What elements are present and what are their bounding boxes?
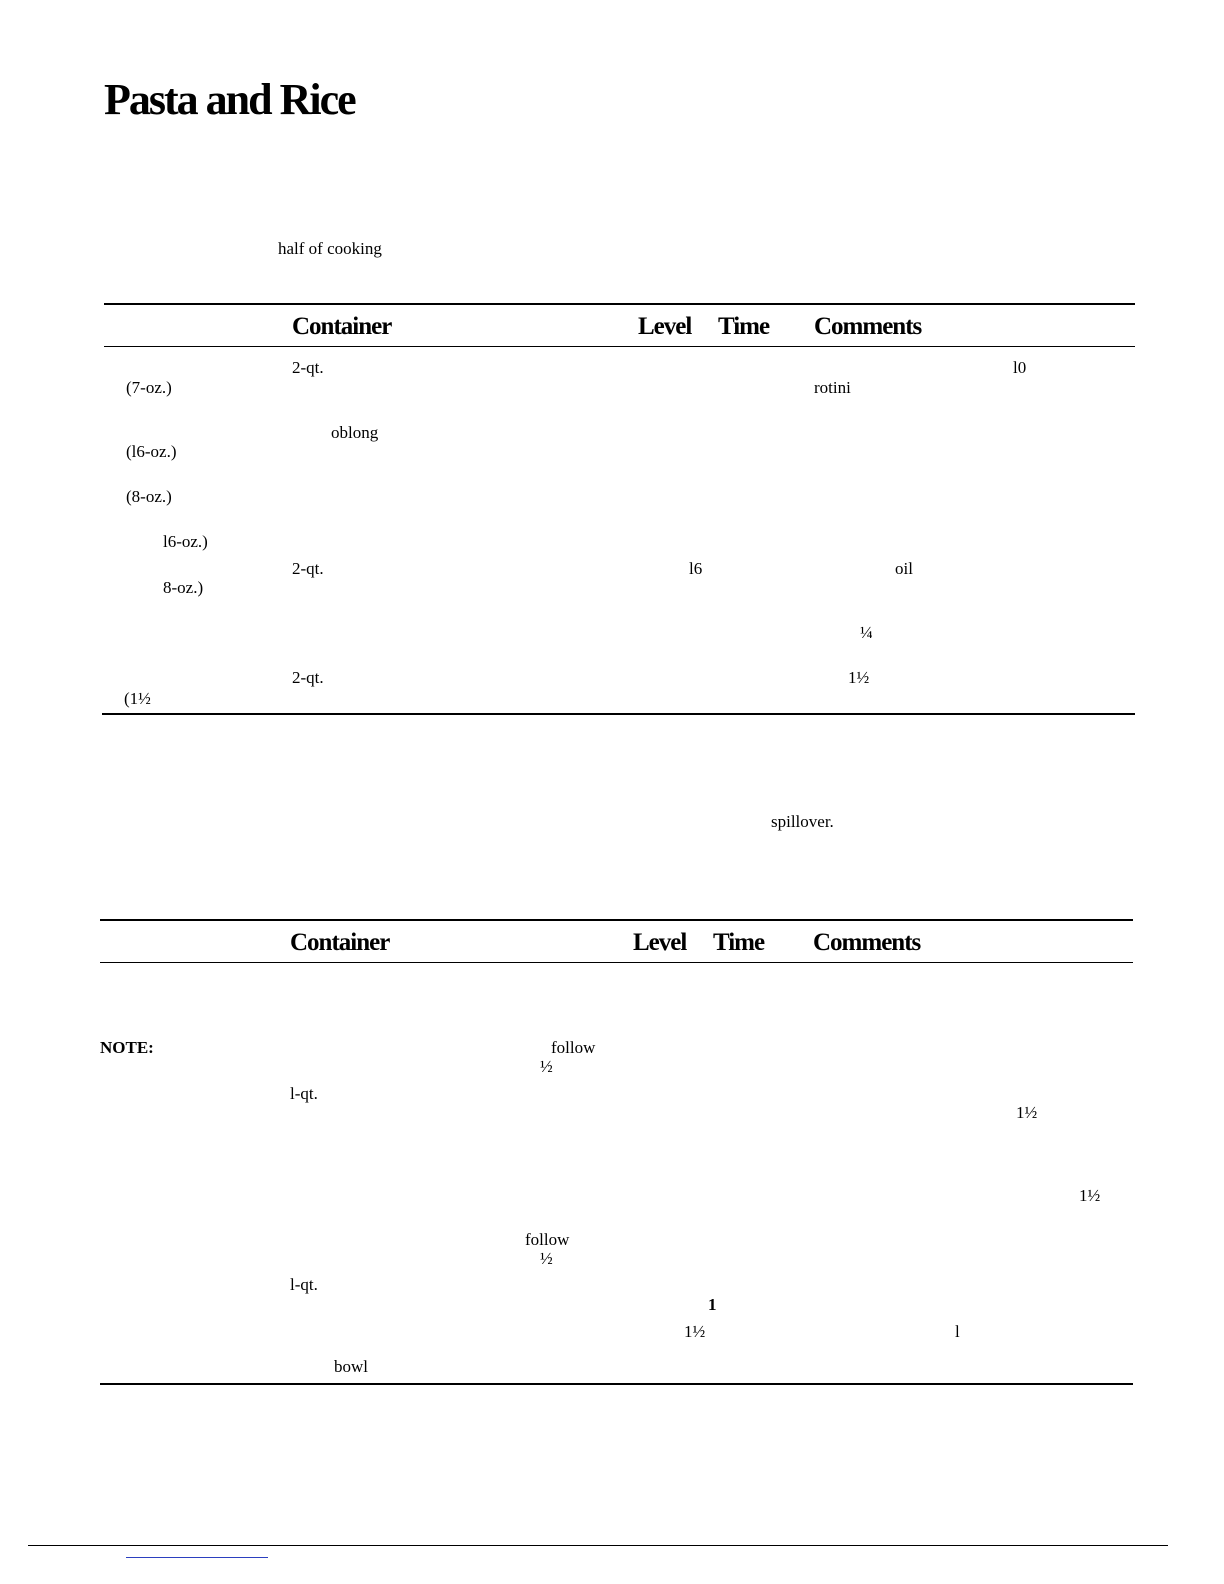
table2-cell: l-qt. [290, 1275, 318, 1294]
table2-cell: follow [525, 1230, 570, 1249]
table1-cell: 2-qt. [292, 559, 324, 578]
footer-rule [28, 1545, 1168, 1546]
page-title: Pasta and Rice [104, 75, 355, 124]
table1-header-comments: Comments [814, 313, 922, 340]
table1-header-container: Container [292, 313, 392, 340]
table1-top-rule [104, 303, 1135, 305]
table2-cell: follow [551, 1038, 596, 1057]
table1-cell: 1½ [848, 668, 870, 687]
table2-cell: bowl [334, 1357, 368, 1376]
table1-cell: (7-oz.) [126, 378, 172, 397]
table2-header-container: Container [290, 929, 390, 956]
table2-cell: 1½ [1079, 1186, 1101, 1205]
table2-cell: ½ [540, 1249, 553, 1268]
table1-cell: (1½ [124, 689, 151, 708]
table1-cell: ¼ [860, 623, 873, 642]
footer-link-underline[interactable] [126, 1557, 268, 1558]
table2-cell: l-qt. [290, 1084, 318, 1103]
table1-cell: 8-oz.) [163, 578, 204, 597]
table1-cell: 2-qt. [292, 668, 324, 687]
table2-cell: 1 [708, 1295, 717, 1314]
table2-header-level: Level [633, 929, 687, 956]
table1-cell: l0 [1013, 358, 1027, 377]
table2-bottom-rule [100, 1383, 1133, 1385]
table1-bottom-rule [102, 713, 1135, 715]
table1-cell: 2-qt. [292, 358, 324, 377]
table2-header-rule [100, 962, 1133, 963]
table1-header-time: Time [718, 313, 770, 340]
table1-cell: oil [895, 559, 913, 578]
table1-cell: (l6-oz.) [126, 442, 177, 461]
table2-cell: ½ [540, 1057, 553, 1076]
table1-cell: (8-oz.) [126, 487, 172, 506]
table1-cell: l6 [689, 559, 703, 578]
table1-cell: rotini [814, 378, 851, 397]
table1-cell: l6-oz.) [163, 532, 208, 551]
table2-cell: 1½ [1016, 1103, 1038, 1122]
table2-cell: l [955, 1322, 960, 1341]
table2-top-rule [100, 919, 1133, 921]
table1-cell: oblong [331, 423, 379, 442]
table1-header-rule [104, 346, 1135, 347]
table1-header-level: Level [638, 313, 692, 340]
table2-cell: 1½ [684, 1322, 706, 1341]
note-label: NOTE: [100, 1038, 154, 1057]
intro-text: half of cooking [278, 239, 382, 258]
table2-header-comments: Comments [813, 929, 921, 956]
table2-header-time: Time [713, 929, 765, 956]
middle-text: spillover. [771, 812, 834, 831]
